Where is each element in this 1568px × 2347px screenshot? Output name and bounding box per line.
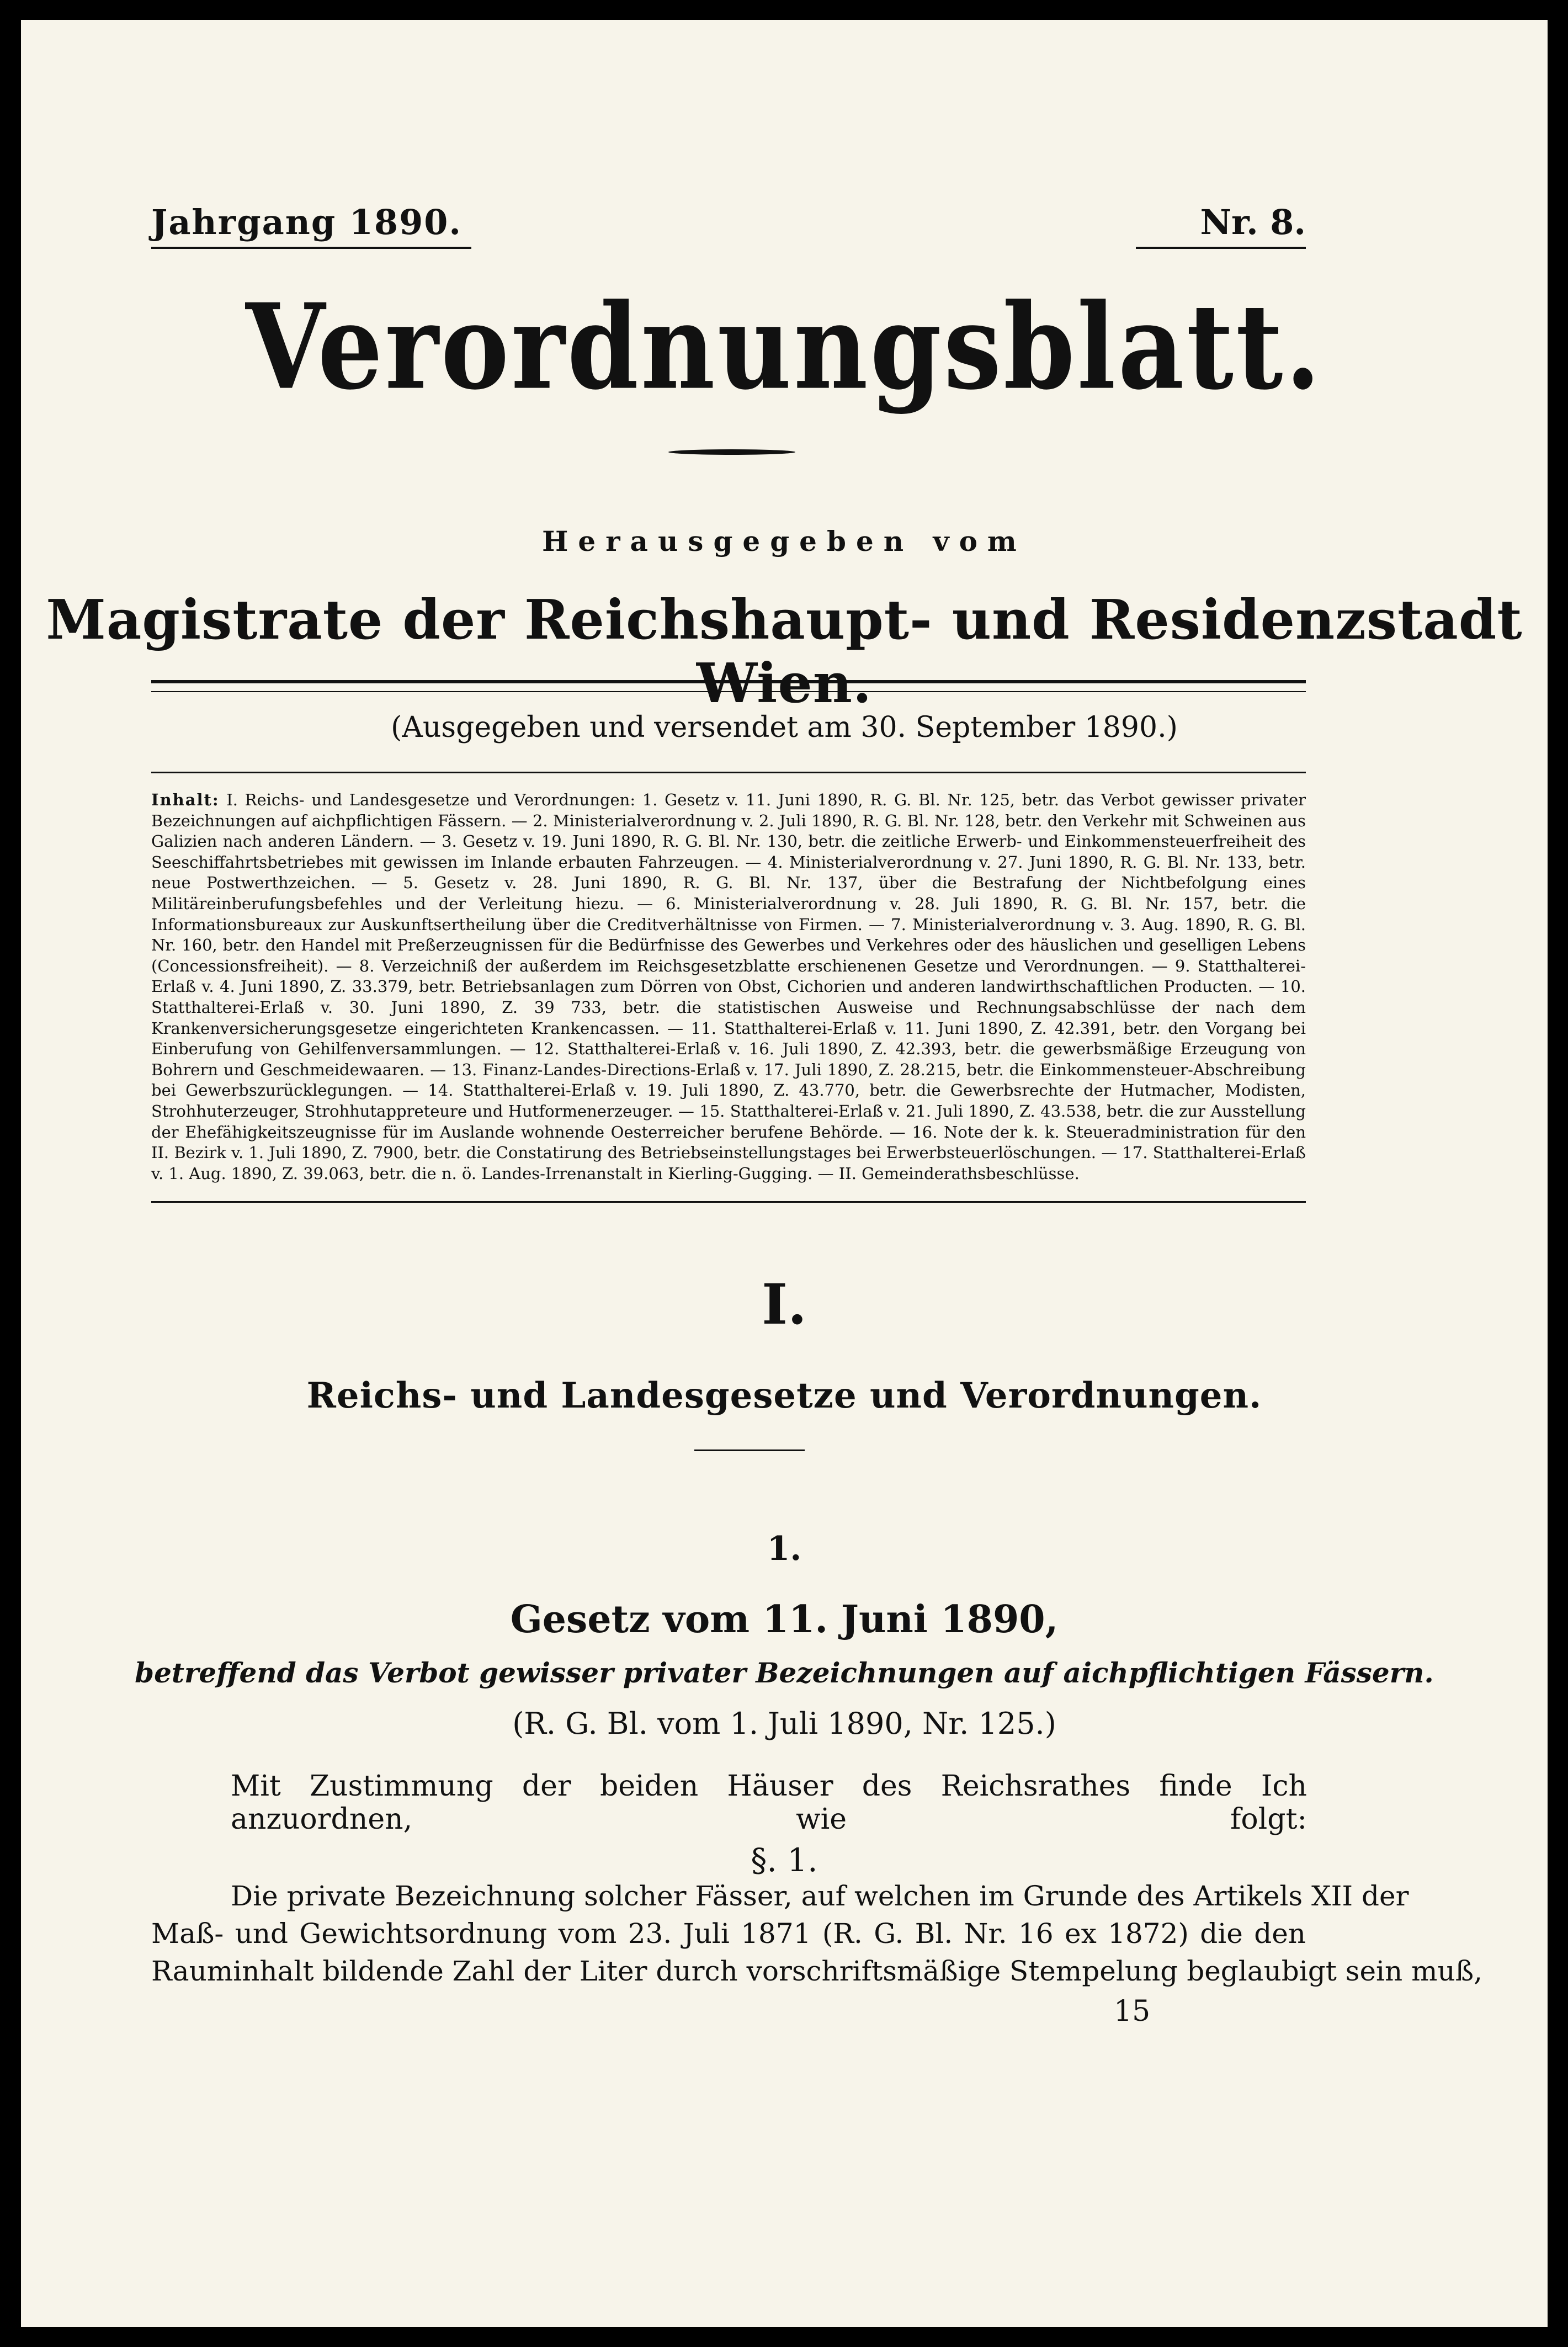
document-page xyxy=(21,20,1548,2327)
year-label: Jahrgang 1890. xyxy=(151,202,471,249)
section-divider xyxy=(694,1449,805,1451)
law-title: Gesetz vom 11. Juni 1890, xyxy=(510,1597,1059,1642)
law-subtitle: betreffend das Verbot gewisser privater Bezeichnungen auf aichpflichtigen Fässern. xyxy=(135,1656,1434,1689)
body-line: Rauminhalt bildende Zahl der Liter durch vorschriftsmäßige Stempelung beglaubigt sein muß, xyxy=(151,1955,1483,1987)
section-number: I. xyxy=(762,1272,807,1337)
law-number: 1. xyxy=(767,1530,802,1568)
paragraph-symbol: §. 1. xyxy=(751,1841,818,1879)
body-line: Maß- und Gewichtsordnung vom 23. Juli 1871 (R. G. Bl. Nr. 16 ex 1872) die den xyxy=(151,1918,1306,1950)
issue-date: (Ausgegeben und versendet am 30. September 1890.) xyxy=(391,711,1178,744)
section-title: Reichs- und Landesgesetze und Verordnungen. xyxy=(306,1375,1262,1416)
law-reference: (R. G. Bl. vom 1. Juli 1890, Nr. 125.) xyxy=(512,1706,1056,1741)
contents-text: I. Reichs- und Landesgesetze und Verordnungen: 1. Gesetz v. 11. Juni 1890, R. G. Bl. Nr. 125, betr. das Verbot gewisser privater Bezeichnungen auf aichpflichtigen Fässern. — 2. Ministerialverordnung v. 2. Juli 1890, R. G. Bl. Nr. 128, betr. den Verkehr mit Schweinen aus Galizien nach anderen Ländern. — 3. Gesetz v. 19. Juni 1890, R. G. Bl. Nr. 130, betr. die zeitliche Erwerb- und Einkommensteuerfreiheit des Seeschiffahrtsbetriebes mit gewissen im Inlande erbauten Fahrzeugen. — 4. Ministerialverordnung v. 27. Juni 1890, R. G. Bl. Nr. 133, betr. neue Postwerthzeichen. — 5. Gesetz v. 28. Juni 1890, R. G. Bl. Nr. 137, über die Bestrafung der Nichtbefolgung eines Militäreinberufungsbefehles und der Verleitung hiezu. — 6. Ministerialverordnung v. 28. Juli 1890, R. G. Bl. Nr. 157, betr. die Informationsbureaux zur Auskunftsertheilung über die Creditverhältnisse von Firmen. — 7. Ministerialverordnung v. 3. Aug. 1890, R. G. Bl. Nr. 160, betr. den Handel mit Preßerzeugnissen für die Bedürfnisse des Gewerbes und Verkehres oder des häuslichen und geselligen Lebens (Concessionsfreiheit). — 8. Verzeichniß der außerdem im Reichsgesetzblatte erschienenen Gesetze und Verordnungen. — 9. Statthalterei-Erlaß v. 4. Juni 1890, Z. 33.379, betr. Betriebsanlagen zum Dörren von Obst, Cichorien und anderen landwirthschaftlichen Producten. — 10. Statthalterei-Erlaß v. 30. Juni 1890, Z. 39 733, betr. die statistischen Ausweise und Rechnungsabschlüsse der nach dem Krankenversicherungsgesetze eingerichteten Krankencassen. — 11. Statthalterei-Erlaß v. 11. Juni 1890, Z. 42.391, betr. den Vorgang bei Einberufung von Gehilfenversammlungen. — 12. Statthalterei-Erlaß v. 16. Juli 1890, Z. 42.393, betr. die gewerbsmäßige Erzeugung von Bohrern und Geschmeidewaaren. — 13. Finanz-Landes-Directions-Erlaß v. 17. Juli 1890, Z. 28.215, betr. die Einkommensteuer-Abschreibung bei Gewerbszurücklegungen. — 14. Statthalterei-Erlaß v. 19. Juli 1890, Z. 43.770, betr. die Gewerbsrechte der Hutmacher, Modisten, Strohhuterzeuger, Strohhutappreteure und Hutformenerzeuger. — 15. Statthalterei-Erlaß v. 21. Juli 1890, Z. 43.538, betr. die zur Ausstellung der Ehefähigkeitszeugnisse für im Auslande wohnende Oesterreicher berufene Behörde. — 16. Note der k. k. Steueradministration für den II. Bezirk v. 1. Juli 1890, Z. 7900, betr. die Constatirung des Betriebseinstellungstages bei Erwerbsteuerlöschungen. — 17. Statthalterei-Erlaß v. 1. Aug. 1890, Z. 39.063, betr. die n. ö. Landes-Irrenanstalt in Kierling-Gugging. — II. Gemeinderathsbeschlüsse. xyxy=(151,790,1306,1183)
divider-rule xyxy=(151,680,1306,692)
divider-rule xyxy=(151,1201,1306,1203)
publisher-line: Herausgegeben vom xyxy=(542,525,1027,557)
body-line: Die private Bezeichnung solcher Fässer, auf welchen im Grunde des Artikels XII der xyxy=(231,1880,1409,1912)
divider-rule xyxy=(151,772,1306,773)
page-number: 15 xyxy=(1114,1995,1151,2028)
issue-number: Nr. 8. xyxy=(1136,202,1306,249)
contents-label: Inhalt: xyxy=(151,790,220,809)
law-intro: Mit Zustimmung der beiden Häuser des Reichsrathes finde Ich anzuordnen, wie folgt: xyxy=(231,1770,1307,1836)
publisher-name: Magistrate der Reichshaupt- und Residenzstadt Wien. xyxy=(46,588,1523,715)
ornamental-rule xyxy=(668,449,795,455)
table-of-contents xyxy=(151,790,1306,1184)
masthead-title: Verordnungsblatt. xyxy=(246,277,1323,416)
